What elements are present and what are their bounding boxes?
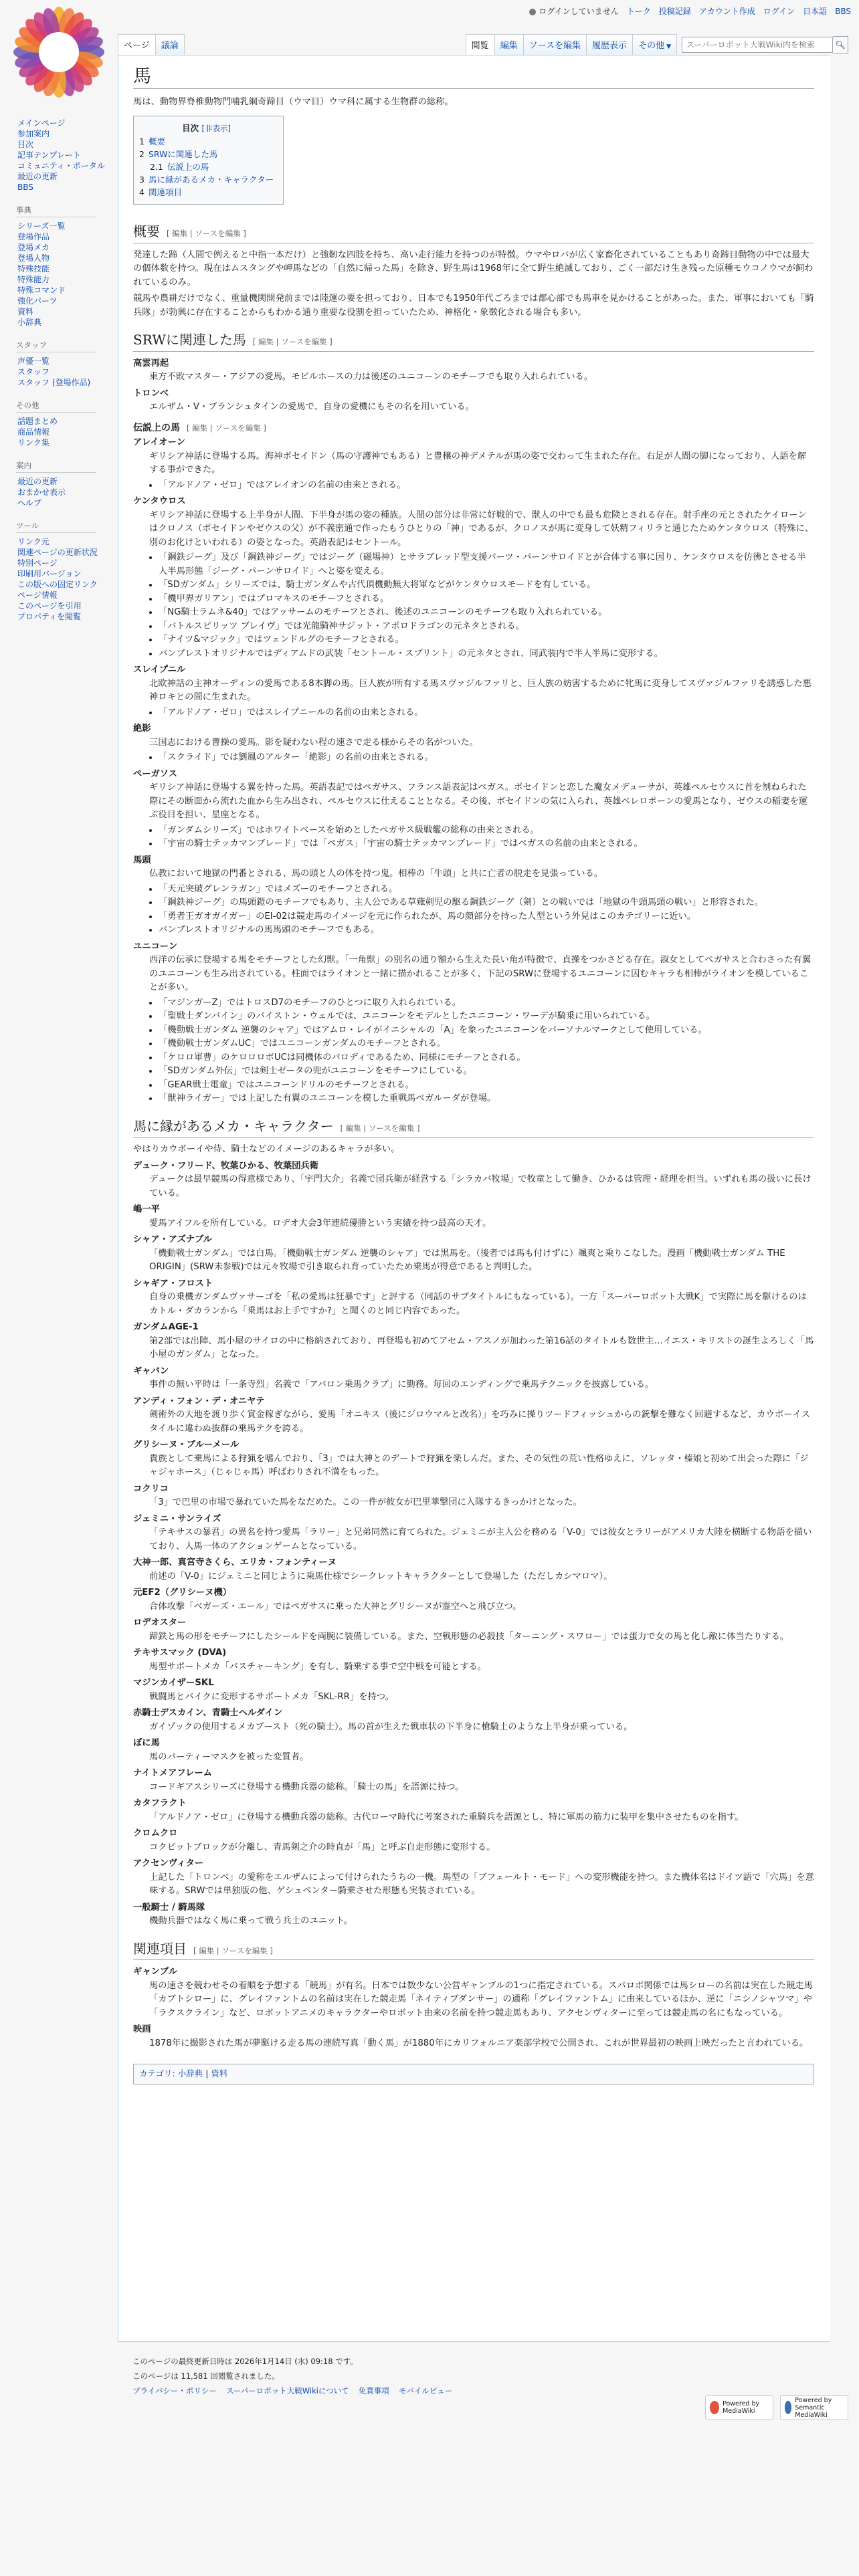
entry-term: グリシーヌ・ブルーメール bbox=[133, 1440, 240, 1450]
entry-bullets bbox=[159, 551, 814, 661]
definition-entry bbox=[133, 1737, 814, 1764]
sidebar-item[interactable]: ヘルプ bbox=[17, 498, 42, 508]
bullet-item: • 「アルドノア・ゼロ」ではスレイプニールの名前の由来とされる。 bbox=[159, 706, 814, 720]
tab-talk[interactable]: 議論 bbox=[155, 34, 185, 55]
entry-term: ユニコーン bbox=[133, 941, 178, 952]
toc-link[interactable]: 概要 bbox=[148, 136, 165, 146]
definition-entry bbox=[133, 1483, 814, 1510]
namespace-tabs bbox=[118, 35, 184, 55]
sidebar-item[interactable]: 最近の更新 bbox=[17, 477, 58, 486]
footer-link[interactable]: スーパーロボット大戦Wikiについて bbox=[225, 2386, 349, 2395]
footer-link[interactable]: プライバシー・ポリシー bbox=[132, 2386, 217, 2395]
definition-entry bbox=[133, 1646, 814, 1674]
tab-view-3[interactable]: 履歴表示 bbox=[586, 34, 633, 55]
footer-links bbox=[132, 2383, 462, 2398]
bullet-item: • 「天元突破グレンラガン」ではメズーのモチーフとされる。 bbox=[159, 883, 814, 897]
bullet-item: • バンプレストオリジナルの馬馬頭のモチーフでもある。 bbox=[159, 924, 814, 938]
sidebar-group bbox=[17, 520, 115, 622]
definition-entry bbox=[133, 1321, 814, 1362]
overview-paragraph-2: 競馬や農耕だけでなく、重量機関開発前までは陸運の要を担っており、日本でも1950年代ごろまでは都心部でも馬車を見かけることがあった。また、軍事においても「騎兵隊」が勃興に存在することからもわかる通り重要な役割を担っていたため、神格化・象徴化される場合も多い。 bbox=[133, 294, 814, 318]
entry-description: ギリシア神話に登場する馬。海神ポセイドン（馬の守護神でもある）と豊穣の神デメテルが馬の姿で交わって生まれた存在。右足が人間の脚になっており、人語を解する事ができた。 bbox=[149, 451, 807, 475]
definition-entry bbox=[133, 1233, 814, 1275]
badge-label: Powered by MediaWiki bbox=[723, 2400, 760, 2415]
mediawiki-icon bbox=[710, 2401, 719, 2414]
login-status: ログインしていません bbox=[521, 7, 618, 16]
user-icon bbox=[529, 9, 536, 15]
definition-entry bbox=[133, 1556, 814, 1584]
entry-description: 北欧神話の主神オーディンの愛馬である8本脚の馬。巨人族が所有する馬スヴァジルファリと、巨人族の妨害するために牝馬に変身してスヴァジルファリを誘惑した悪神ロキとの間に生まれた。 bbox=[149, 678, 812, 702]
related-mecha-list bbox=[133, 1160, 814, 1929]
definition-entry bbox=[133, 1901, 814, 1929]
sidebar-item[interactable]: 参加案内 bbox=[17, 129, 50, 138]
footer-link[interactable]: モバイルビュー bbox=[398, 2386, 453, 2395]
entry-description: 東方不敗マスター・アジアの愛馬。モビルホースの力は後述のユニコーンのモチーフでも取り入れられている。 bbox=[149, 372, 593, 382]
entry-description: 馬型サポートメカ「バスチャーキング」を有し、騎乗する事で空中戦を可能とする。 bbox=[149, 1661, 487, 1672]
definition-entry bbox=[133, 768, 814, 851]
section-heading-overview: 概要 [ 編集 | ソースを編集 ] bbox=[133, 225, 814, 243]
toc-link[interactable]: 伝説上の馬 bbox=[167, 162, 209, 172]
definition-entry bbox=[133, 1277, 814, 1319]
entry-description: コードギアスシリーズに登場する機動兵器の総称。「騎士の馬」を語源に持つ。 bbox=[149, 1782, 464, 1792]
definition-entry bbox=[133, 1395, 814, 1436]
entry-term: スレイプニル bbox=[133, 665, 186, 675]
footer-icons bbox=[705, 2395, 848, 2420]
sidebar-item[interactable]: このページを引用 bbox=[17, 601, 82, 611]
entry-term: コクリコ bbox=[133, 1483, 169, 1494]
entry-description: 剣術外の大地を渡り歩く賞金稼ぎながら、愛馬「オニキス（後にジロウマルと改名）」を巧みに操りツードフィッシュからの銃撃を難なく回避するなど、カウボーイスタイルに違わぬ抜群の乗馬テクを誇る。 bbox=[149, 1410, 810, 1434]
bullet-item: • 「機動戦士ガンダム 逆襲のシャア」ではアムロ・レイがイニシャルの「A」を象ったユニコーンをパーソナルマークとして使用している。 bbox=[159, 1024, 814, 1038]
entry-description: 機動兵器ではなく馬に乗って戦う兵士のユニット。 bbox=[149, 1916, 353, 1926]
entry-description: 西洋の伝承に登場する馬をモチーフとした幻獣。「一角獣」の別名の通り額から生えた長い角が特徴で、貞操をつかさどる存在。淑女としてペガサスと合わさった有翼のユニコーンも生み出されている。柱面ではライオンと一緒に描かれることが多く、下記のSRWに登場するユニコーンに因むキャラも相棒がライオンを模していることが多い。 bbox=[149, 955, 812, 992]
entry-description: 上記した「トロンベ」の愛称をエルザムによって付けられたうちの一機。馬型の「ブフェールト・モード」への変形機能を持つ。また機体名はドイツ語で「穴馬」を意味する。SRWでは単独版の他、ゲシュペンター騎乗させた形態も実装されている。 bbox=[149, 1872, 814, 1896]
sidebar-item[interactable]: 目次 bbox=[17, 140, 34, 149]
toc-link[interactable]: 関連項目 bbox=[148, 187, 182, 197]
srw-horse-list bbox=[133, 357, 814, 415]
bullet-item: • 「鋼鉄ジーグ」及び「鋼鉄神ジーグ」ではジーグ（磁場神）とサラブレッド型支援パーツ・パーンサロイドとが合体する事に因り、ケンタウロスを彷彿とさせる半人半馬形態「ジーグ・パーンサロイド」へと姿を変える。 bbox=[159, 551, 814, 578]
chevron-down-icon[interactable]: ▼ bbox=[666, 43, 671, 50]
toc-item[interactable] bbox=[139, 135, 274, 148]
definition-entry bbox=[133, 1767, 814, 1794]
sidebar-item[interactable]: 関連ページの更新状況 bbox=[17, 548, 98, 557]
tab-view-1[interactable]: 編集 bbox=[494, 34, 524, 55]
bullet-item: • 「ガンダムシリーズ」ではホワイトベースを始めとしたペガサス級戦艦の総称の由来とされる。 bbox=[159, 824, 814, 838]
entry-bullets bbox=[159, 706, 814, 720]
entry-term: アレイオーン bbox=[133, 437, 185, 447]
search-icon[interactable]: 🔍︎ bbox=[833, 36, 848, 53]
definition-entry bbox=[133, 1797, 814, 1824]
entry-term: ガンダムAGE-1 bbox=[133, 1322, 199, 1332]
section-heading-related-mecha: 馬に縁があるメカ・キャラクター [ 編集 | ソースを編集 ] bbox=[133, 1119, 814, 1138]
definition-entry bbox=[133, 1160, 814, 1201]
entry-term: 元EF2（グリシーヌ機） bbox=[133, 1588, 232, 1598]
entry-description: 馬の速さを競わせその着順を予想する「競馬」が有名。日本では数少ない公営ギャンブルの1つに指定されている。スパロボ関係では馬シローの名前は実在した競走馬「カブトシロー」に、グレイファントムの名前は実在した競走馬「ネイティブダンサー」の通称「グレイファントム」に由来しているほか、逆に「ニシノシャツマ」や「ラクスクライン」など、ロボットアニメのキャラクターやロボット由来の名前を持つ競走馬もあり、アクセンヴィターに至っては競走馬の名にもなっている。 bbox=[149, 1980, 813, 2018]
see-also-list bbox=[133, 1965, 814, 2050]
sidebar-item[interactable]: BBS bbox=[17, 183, 33, 192]
entry-description: 三国志における曹操の愛馬。影を疑わない程の速さで走る様からその名がついた。 bbox=[149, 737, 478, 748]
edit-section-link[interactable]: [ 編集 | ソースを編集 ] bbox=[193, 1945, 273, 1955]
definition-entry bbox=[133, 940, 814, 1106]
definition-entry bbox=[133, 1857, 814, 1899]
entry-description: 「3」で巴里の市場で暴れていた馬をなだめた。この一件が彼女が巴里華撃団に入隊するきっかけとなった。 bbox=[149, 1497, 582, 1507]
bullet-item: • 「機甲界ガリアン」ではプロマキスのモチーフとされる。 bbox=[159, 593, 814, 607]
toc-item[interactable] bbox=[139, 186, 274, 199]
legendary-horse-list bbox=[133, 436, 814, 1106]
entry-bullets bbox=[159, 883, 814, 938]
sidebar-item[interactable]: コミュニティ・ポータル bbox=[17, 161, 105, 171]
entry-description: 馬のパーティーマスクを被った変質者。 bbox=[149, 1751, 309, 1762]
entry-term: クロムクロ bbox=[133, 1828, 178, 1838]
entry-term: ギャバン bbox=[133, 1366, 169, 1376]
definition-entry bbox=[133, 495, 814, 661]
entry-term: ジェミニ・サンライズ bbox=[133, 1513, 221, 1524]
definition-entry bbox=[133, 1827, 814, 1854]
bullet-item: • 「マジンガーZ」ではトロスD7のモチーフのひとつに取り入れられている。 bbox=[159, 996, 814, 1010]
flower-logo-icon bbox=[13, 7, 104, 98]
bullet-item: • 「SDガンダム外伝」では剣士ゼータの兜がユニコーンをモチーフにしている。 bbox=[159, 1065, 814, 1079]
personal-link[interactable]: アカウント作成 bbox=[698, 7, 755, 16]
personal-link[interactable]: 投稿記録 bbox=[658, 7, 691, 16]
entry-description: 貴族として乗馬による狩猟を嗜んでおり、「3」では大神とのデートで狩猟を楽しんだ。また、その気性の荒い性格ゆえに、ソレッタ・榛娘と初めて出会った際に「ジャジャホース」（じゃじゃ馬）呼ばわりされ不満をもった。 bbox=[149, 1453, 809, 1477]
toc-number: 4 bbox=[139, 187, 145, 197]
sidebar-item[interactable]: スタッフ (登場作品) bbox=[17, 378, 91, 387]
entry-description: 前述の「V-0」にジェミニと同じように乗馬仕様でシークレットキャラクターとして登場した（ただしカシマロマ）。 bbox=[149, 1571, 613, 1582]
sidebar-group-title: 事典 bbox=[16, 205, 96, 217]
sidebar-item[interactable]: 商品情報 bbox=[17, 427, 50, 437]
bullet-item: • 「SDガンダム」シリーズでは、騎士ガンダムや古代頂機動無大将軍などがケンタウロスモードを有している。 bbox=[159, 578, 814, 593]
sidebar-item[interactable]: この版への固定リンク bbox=[17, 580, 98, 589]
categories-label[interactable]: カテゴリ: bbox=[139, 2068, 175, 2078]
entry-term: マジンカイザーSKL bbox=[133, 1678, 214, 1688]
entry-term: 嶋一平 bbox=[133, 1204, 160, 1214]
sidebar-group bbox=[17, 400, 115, 448]
definition-entry bbox=[133, 1965, 814, 2020]
sidebar-group bbox=[17, 205, 115, 328]
sidebar-item[interactable]: おまかせ表示 bbox=[17, 488, 66, 497]
bullet-item: • 「勇者王ガオガイガー」のEI-02は競走馬のイメージを元に作られたが、馬の顔部分を持った人型という外見はこのカテゴリーに近い。 bbox=[159, 910, 814, 924]
sidebar-item[interactable]: 特殊技能 bbox=[17, 264, 50, 274]
badge-label: Powered by Semantic MediaWiki bbox=[795, 2396, 832, 2419]
entry-term: 赤騎士デスカイン、青騎士ヘルダイン bbox=[133, 1708, 283, 1718]
personal-link[interactable]: トーク bbox=[626, 7, 651, 16]
toc-item[interactable] bbox=[139, 160, 274, 173]
bullet-item: • バンプレストオリジナルではディアムドの武装「セントール・スプリント」の元ネタとされ、同武装内で半人半馬に変形する。 bbox=[159, 647, 814, 661]
entry-term: ケンタウロス bbox=[133, 496, 186, 506]
definition-entry bbox=[133, 1616, 814, 1644]
entry-description: コクピットブロックが分離し、青馬剣之介の時直が「馬」と呼ぶ自走形態に変形する。 bbox=[149, 1842, 496, 1852]
toc-item[interactable] bbox=[139, 148, 274, 160]
entry-description: 事件の無い平時は「一条寺烈」名義で「アバロン乗馬クラブ」に勤務。毎回のエンディングで乗馬テクニックを披露している。 bbox=[149, 1380, 654, 1390]
category-link[interactable]: 小辞典 bbox=[177, 2068, 203, 2078]
entry-term: デューク・フリード、牧葉ひかる、牧葉団兵衛 bbox=[133, 1160, 319, 1171]
sidebar-item[interactable]: 小辞典 bbox=[17, 318, 42, 327]
entry-description: 自身の乗機ガンダムヴァサーゴを「私の愛馬は狂暴です」と評する（同話のサブタイトルにもなっている）。一方「スーパーロボット大戦K」で実際に馬を駆けるのはカトル・ダカランから「乗馬はお上手ですか?」と聞くのと同じ内容であった。 bbox=[149, 1292, 807, 1316]
powered-by-badge[interactable] bbox=[780, 2395, 848, 2420]
intro-text: 馬は、動物界脊椎動物門哺乳綱奇蹄目（ウマ目）ウマ科に属する生物群の総称。 bbox=[133, 96, 454, 107]
bullet-item: • 「NG騎士ラムネ&40」ではアッサームのモチーフとされ、後述のユニコーンのモチーフも取り入れられている。 bbox=[159, 606, 814, 620]
page-title: 馬 bbox=[133, 70, 814, 89]
toc-link[interactable]: 馬に縁があるメカ・キャラクター bbox=[148, 175, 274, 185]
entry-term: トロンベ bbox=[133, 388, 169, 399]
sidebar-item[interactable]: 特別ページ bbox=[17, 558, 58, 568]
section-heading-see-also: 関連項目 [ 編集 | ソースを編集 ] bbox=[133, 1942, 814, 1961]
personal-tools bbox=[513, 5, 851, 17]
sidebar-item[interactable]: メインページ bbox=[17, 118, 66, 128]
entry-term: 映画 bbox=[133, 2024, 151, 2034]
tab-view-2[interactable]: ソースを編集 bbox=[523, 34, 587, 55]
entry-description: 戦闘馬とバイクに変形するサポートメカ「SKL-RR」を持つ。 bbox=[149, 1691, 394, 1702]
section-heading-srw-horses: SRWに関連した馬 [ 編集 | ソースを編集 ] bbox=[133, 333, 814, 352]
entry-description: ギリシア神話に登場する翼を持った馬。英語表記ではペガサス、フランス語表記はペガス。ポセイドンと恋した魔女メデューサが、英雄ペルセウスに首を刎ねられた際にその断面から流れた血から生み出され、ペルセウスに仕えることとなる。その後、ボセイドンの気に入られ、英雄ベレロポーンの愛馬となり、ゼウスの稲妻を運ぶ役目を担い、星座となる。 bbox=[149, 782, 808, 820]
entry-term: カタフラクト bbox=[133, 1798, 187, 1808]
definition-entry bbox=[133, 1707, 814, 1734]
bullet-item: • 「ナイツ&マジック」ではツェンドルグのモチーフとされる。 bbox=[159, 633, 814, 647]
entry-bullets bbox=[159, 996, 814, 1106]
definition-entry bbox=[133, 357, 814, 385]
bullet-item: • 「スクライド」では劉鳳のアルター「絶影」の名前の由来とされる。 bbox=[159, 751, 814, 765]
sidebar-group bbox=[17, 460, 115, 508]
sidebar-item[interactable]: シリーズ一覧 bbox=[17, 221, 66, 231]
entry-term: シャギア・フロスト bbox=[133, 1278, 213, 1289]
entry-term: テキサスマック (DVA) bbox=[133, 1648, 227, 1658]
bullet-item: • 「宇宙の騎士テッカマンブレード」では「ペガス」「宇宙の騎士テッカマンブレード」ではペガスの名前の由来とされる。 bbox=[159, 837, 814, 851]
toc-number: 1 bbox=[139, 136, 145, 146]
definition-entry bbox=[133, 854, 814, 938]
sidebar-item[interactable]: 登場人物 bbox=[17, 253, 50, 263]
sidebar-item[interactable]: 印刷用バージョン bbox=[17, 569, 82, 578]
sidebar-item[interactable]: スタッフ bbox=[17, 367, 50, 377]
entry-term: ロデオスター bbox=[133, 1618, 187, 1628]
entry-bullets bbox=[159, 824, 814, 851]
content bbox=[118, 55, 830, 2342]
view-tabs bbox=[466, 35, 848, 55]
overview-paragraph-1: 発達した蹄（人間で例えると中指一本だけ）と強靭な四肢を持ち、高い走行能力を持つのが特徴。ウマやロバが広く家畜化されていることもあり奇蹄目動物の中では最大の個体数を持つ。現在はムスタングや岬馬などの「自然に帰った馬」を除き、野生馬は1968年に全て野生絶滅しており、ごく一部だけ生き残った原種モウコノウマが飼われているのみ。 bbox=[133, 249, 814, 288]
sidebar-item[interactable]: ページ情報 bbox=[17, 591, 58, 600]
personal-link[interactable]: ログイン bbox=[763, 7, 795, 16]
sidebar-item[interactable]: リンク元 bbox=[17, 537, 50, 546]
entry-term: シャア・アズナブル bbox=[133, 1235, 213, 1245]
entry-term: アンディ・フォン・デ・オニヤテ bbox=[133, 1396, 265, 1406]
definition-entry bbox=[133, 436, 814, 492]
edit-section-link[interactable]: [ 編集 | ソースを編集 ] bbox=[252, 337, 332, 346]
entry-term: 馬頭 bbox=[133, 855, 151, 865]
sidebar bbox=[0, 118, 115, 634]
definition-entry bbox=[133, 1438, 814, 1480]
definition-entry bbox=[133, 387, 814, 415]
entry-term: アクセンヴィター bbox=[133, 1858, 204, 1868]
footer-link[interactable]: 免責事項 bbox=[358, 2386, 389, 2395]
toc-item[interactable] bbox=[139, 173, 274, 186]
personal-link[interactable]: BBS bbox=[835, 7, 851, 16]
personal-link[interactable]: 日本語 bbox=[803, 7, 828, 16]
edit-section-link[interactable]: [ 編集 | ソースを編集 ] bbox=[340, 1123, 420, 1133]
entry-bullets bbox=[159, 751, 814, 765]
entry-term: ナイトメアフレーム bbox=[133, 1768, 213, 1778]
entry-description: 「機動戦士ガンダム」では白馬。「機動戦士ガンダム 逆襲のシャア」では黒馬を。（後者では馬も付けずに）颯爽と乗りこなした。漫画「機動戦士ガンダム THE ORIGIN」(SRW未参戦)では元々牧場で引き取られ育っていたため乗馬が得意であると判明した。 bbox=[149, 1248, 785, 1272]
tab-view-4[interactable]: その他 ▼ bbox=[632, 34, 677, 55]
definition-entry bbox=[133, 1203, 814, 1230]
sidebar-item[interactable]: 声優一覧 bbox=[17, 356, 50, 366]
sidebar-group-title: ツール bbox=[16, 520, 96, 533]
sidebar-item[interactable]: 特殊コマンド bbox=[17, 286, 66, 295]
toc-number: 2.1 bbox=[150, 162, 163, 172]
entry-term: 大神一郎、真宮寺さくら、エリカ・フォンティーヌ bbox=[133, 1558, 337, 1568]
entry-description: 「アルドノア・ゼロ」に登場する機動兵器の総称。古代ローマ時代に考案された重騎兵を語源とし、特に軍馬の筋力に装甲を集中させたものを指す。 bbox=[149, 1812, 744, 1822]
view-count: このページは 11,581 回閲覧されました。 bbox=[132, 2371, 280, 2381]
bullet-item: • 「アルドノア・ゼロ」ではアレイオンの名前の由来とされる。 bbox=[159, 479, 814, 493]
definition-entry bbox=[133, 2023, 814, 2050]
section-heading-legendary-horses: 伝説上の馬 [ 編集 | ソースを編集 ] bbox=[133, 422, 266, 433]
entry-description: 仏教において地獄の門番とされる、馬の頭と人の体を持つ鬼。相棒の「牛頭」と共に亡者の脱走を見張っている。 bbox=[149, 869, 603, 879]
definition-entry bbox=[133, 1586, 814, 1614]
definition-entry bbox=[133, 1677, 814, 1704]
sidebar-item[interactable]: 強化パーツ bbox=[17, 296, 58, 306]
sidebar-item[interactable]: 特殊能力 bbox=[17, 275, 50, 284]
bullet-item: • 「機動戦士ガンダムUC」ではユニコーンガンダムのモチーフとされる。 bbox=[159, 1037, 814, 1051]
sidebar-group-title: その他 bbox=[16, 400, 96, 413]
search-box bbox=[682, 36, 848, 53]
entry-description: 蹄鉄と馬の形をモチーフにしたシールドを両腕に装備している。また、空戦形態の必殺技「ターニング・スワロー」では蛋力で女の馬と化し敵に体当たりする。 bbox=[149, 1631, 789, 1642]
toc-link[interactable]: SRWに関連した馬 bbox=[148, 149, 218, 159]
toc-number: 2 bbox=[139, 149, 145, 159]
toc-title: 目次 bbox=[182, 123, 199, 133]
edit-section-link[interactable]: [ 編集 | ソースを編集 ] bbox=[167, 229, 246, 238]
sidebar-item[interactable]: 資料 bbox=[17, 307, 34, 316]
sidebar-group bbox=[17, 340, 115, 388]
entry-term: ぼに馬 bbox=[133, 1738, 160, 1748]
entry-description: ガイゾックの使用するメカブースト（死の騎士）。馬の首が生えた戦車状の下半身に槍騎士のような上半身が乗っている。 bbox=[149, 1721, 633, 1732]
entry-description: 第2部では出陣、馬小屋のサイロの中に格納されており、再登場も初めてアセム・アスノが加わった第16話のタイトルも数世主…イエス・キリストの誕生よろしく「馬小屋のガンダム」となった。 bbox=[149, 1335, 814, 1360]
entry-term: 絶影 bbox=[133, 724, 151, 734]
sidebar-item[interactable]: リンク集 bbox=[17, 438, 50, 447]
bullet-item: • 「GEAR戦士電童」ではユニコーンドリルのモチーフとされる。 bbox=[159, 1079, 814, 1093]
entry-description: 愛馬アイフルを所有している。ロデオ大会3年連続優勝という実績を持つ最高の天才。 bbox=[149, 1218, 492, 1228]
tab-page[interactable]: ページ bbox=[118, 34, 156, 55]
toc-number: 3 bbox=[139, 175, 145, 185]
sidebar-group-title: 案内 bbox=[16, 460, 96, 473]
sidebar-item[interactable]: プロパティを閲覧 bbox=[17, 612, 82, 621]
entry-term: 一般騎士 / 騎馬隊 bbox=[133, 1902, 205, 1913]
category-links bbox=[133, 2064, 814, 2084]
bullet-item: • 「鋼鉄神ジーグ」の馬頭鎧のモチーフでもあり、主人公である草薙剣児の駆る鋼鉄ジーグ（剣）との戦いでは「地獄の牛頭馬頭の戦い」と形容された。 bbox=[159, 896, 814, 910]
bullet-item: • 「バトルスピリッツ ブレイヴ」では光龍騎神サジット・アポロドラゴンの元ネタとされる。 bbox=[159, 620, 814, 634]
entry-term: ペーガソス bbox=[133, 768, 177, 779]
site-logo[interactable] bbox=[13, 7, 104, 98]
entry-description: 合体攻撃「ベガーズ・エール」ではペガサスに乗った大神とグリシーヌが霊空へと飛び立つ。 bbox=[149, 1601, 522, 1612]
sidebar-item[interactable]: 登場メカ bbox=[17, 243, 50, 252]
related-mecha-intro: やはりカウボーイや侍、騎士などのイメージのあるキャラが多い。 bbox=[133, 1144, 400, 1154]
tab-view-0[interactable]: 閲覧 bbox=[466, 34, 495, 55]
definition-entry bbox=[133, 722, 814, 765]
bullet-item: • 「聖戦士ダンバイン」のバイストン・ウェルでは、ユニコーンをモデルとしたユニコーン・ワーデが騎乗に用いられている。 bbox=[159, 1010, 814, 1024]
footer bbox=[132, 2354, 462, 2398]
bullet-item: • 「獣神ライガー」では上記した有翼のユニコーンを模した重戦馬ベガルーダが登場。 bbox=[159, 1092, 814, 1106]
definition-entry bbox=[133, 663, 814, 720]
powered-by-badge[interactable] bbox=[705, 2395, 773, 2420]
edit-section-link[interactable]: [ 編集 | ソースを編集 ] bbox=[187, 423, 266, 433]
sidebar-group-title: スタッフ bbox=[16, 340, 96, 352]
entry-term: ギャンブル bbox=[133, 1967, 177, 1977]
sidebar-item[interactable]: 登場作品 bbox=[17, 232, 50, 241]
entry-description: 1878年に撮影された馬が夢駆ける走る馬の連続写真「動く馬」が1880年にカリフォルニア楽部学校で公開され、これが世界最初の映画上映だったと言われている。 bbox=[149, 2038, 809, 2048]
entry-description: ギリシア神話に登場する上半身が人間、下半身が馬の姿の種族。人間の部分は非常に好戦的で、獣人の中でも最も危険とされる存在。射手座の元とされたケイローンはクロノス（ポセイドンやゼウスの父）が不義密通で作ったもうひとりの「神」であるが、クロノスが馬に変身して妖精フィリラと通じたためケンタウロス（特殊に、別のお化けといわれる）の姿となった。英語表記はセントール。 bbox=[149, 510, 814, 548]
category-link[interactable]: 資料 bbox=[211, 2068, 228, 2078]
entry-description: デュークは最早競馬の得意様であり、「宇門大介」名義で団兵衛が経営する「シラカバ牧場」で牧童として働き、ひかるは管理・経理を担当。いずれも馬の扱いに長けている。 bbox=[149, 1174, 812, 1198]
semantic-mediawiki-icon bbox=[785, 2401, 791, 2414]
bullet-item: • 「ケロロ軍曹」のケロロロボUCは同機体のパロディであるため、同様にモチーフとされる。 bbox=[159, 1051, 814, 1065]
entry-description: 「テキサスの暴君」の異名を持つ愛馬「ラリー」と兄弟同然に育てられた。ジェミニが主人公を務める「V-0」では彼女とラリーがアメリカ大陸を横断する物語を描いており、人馬一体のアクションゲームとなっている。 bbox=[149, 1527, 812, 1551]
entry-bullets bbox=[159, 479, 814, 493]
sidebar-navigation bbox=[17, 118, 115, 193]
last-modified: このページの最終更新日時は 2026年1月14日 (水) 09:18 です。 bbox=[132, 2357, 358, 2366]
definition-entry bbox=[133, 1513, 814, 1554]
table-of-contents bbox=[133, 116, 284, 205]
sidebar-item[interactable]: 記事テンプレート bbox=[17, 150, 81, 160]
sidebar-item[interactable]: 話題まとめ bbox=[17, 417, 58, 426]
sidebar-item[interactable]: 最近の更新 bbox=[17, 172, 58, 181]
search-input[interactable] bbox=[682, 37, 833, 53]
entry-term: 高雲再起 bbox=[133, 358, 169, 368]
toc-toggle[interactable]: [非表示] bbox=[201, 124, 231, 133]
category-separator: | bbox=[203, 2068, 211, 2078]
entry-description: エルザム・V・ブランシュタインの愛馬で、自身の愛機にもその名を用いている。 bbox=[149, 402, 474, 412]
definition-entry bbox=[133, 1365, 814, 1392]
